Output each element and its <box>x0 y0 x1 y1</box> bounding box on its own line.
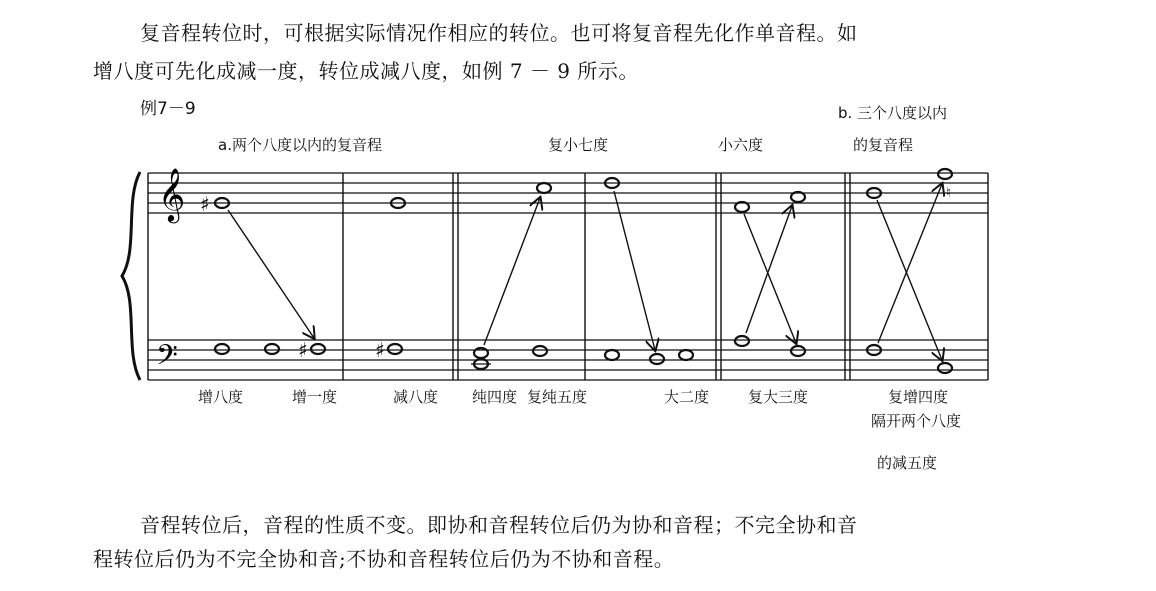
grand-staff-brace <box>122 172 140 380</box>
label-b-within-three-octaves: b. 三个八度以内 <box>838 104 948 122</box>
paragraph-1-line-1: 复音程转位时，可根据实际情况作相应的转位。也可将复音程先化作单音程。如 <box>140 21 858 45</box>
svg-text:♯: ♯ <box>298 338 308 362</box>
example-label: 例7－9 <box>140 99 196 119</box>
label-minor-sixth: 小六度 <box>718 136 764 154</box>
label-compound-perfect-fifth: 复纯五度 <box>527 388 588 406</box>
label-separated-two-octaves: 隔开两个八度 <box>871 412 962 430</box>
svg-text:♯: ♯ <box>200 192 210 216</box>
svg-text:♯: ♯ <box>375 338 385 362</box>
label-compound-major-third: 复大三度 <box>748 388 809 406</box>
natural-icon: ♮ <box>946 185 952 201</box>
label-a-compound-within-two-octaves: a.两个八度以内的复音程 <box>218 136 382 154</box>
sharp-icons <box>200 192 385 362</box>
label-b-compound-interval: 的复音程 <box>853 136 914 154</box>
label-augmented-octave: 增八度 <box>198 388 244 406</box>
label-diminished-octave: 减八度 <box>393 388 439 406</box>
label-compound-augmented-fourth: 复增四度 <box>888 388 949 406</box>
barlines <box>148 173 988 380</box>
paragraph-1-line-2: 增八度可先化成减一度，转位成减八度，如例 7 － 9 所示。 <box>93 59 639 83</box>
bass-staff <box>148 340 988 380</box>
label-major-second: 大二度 <box>664 388 710 406</box>
notes <box>215 169 952 373</box>
paragraph-2-line-2: 程转位后仍为不完全协和音;不协和音程转位后仍为不协和音程。 <box>93 547 675 571</box>
treble-staff <box>148 173 988 213</box>
paragraph-2-line-1: 音程转位后，音程的性质不变。即协和音程转位后仍为协和音程；不完全协和音 <box>140 513 858 537</box>
label-compound-minor-seventh: 复小七度 <box>548 136 609 154</box>
label-augmented-unison: 增一度 <box>292 388 338 406</box>
treble-clef-icon: 𝄞 <box>158 167 186 221</box>
label-perfect-fourth: 纯四度 <box>472 388 518 406</box>
label-diminished-fifth: 的减五度 <box>877 454 938 472</box>
bass-clef-icon: 𝄢 <box>156 339 178 379</box>
